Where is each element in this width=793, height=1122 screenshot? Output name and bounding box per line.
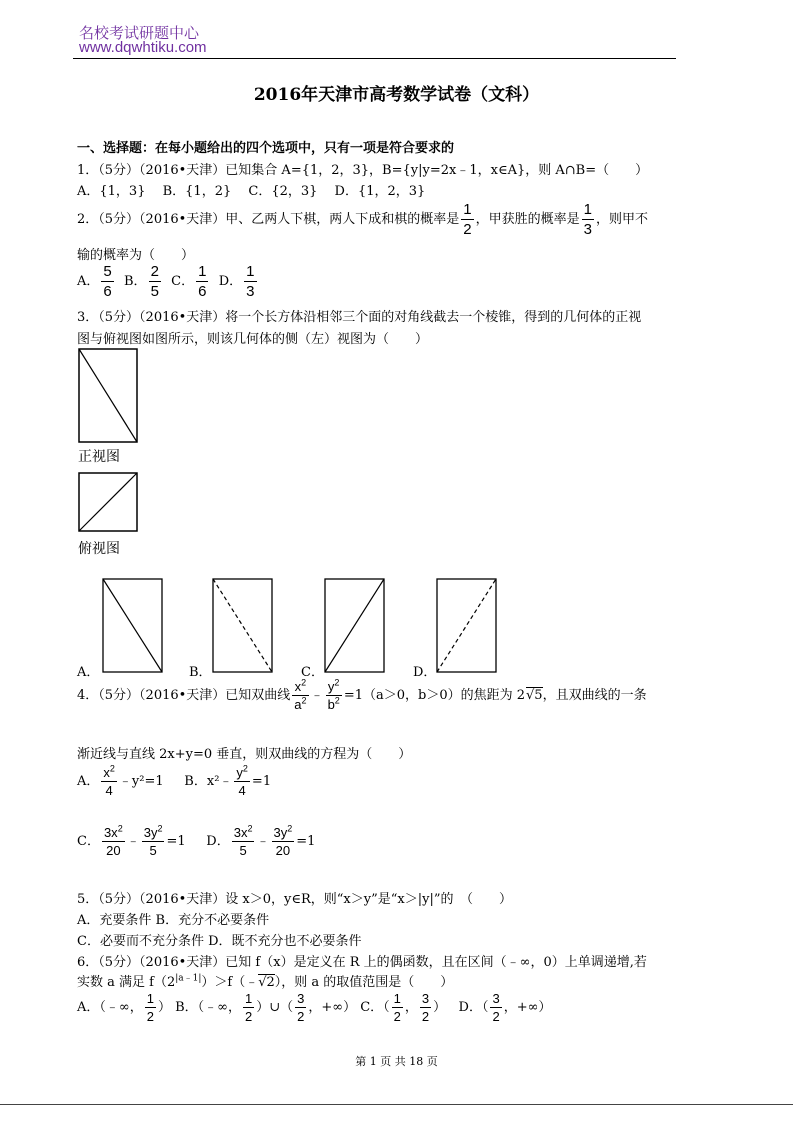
q4-option-c-frac1: $\frac{3x^2}{20}$ — [103, 823, 123, 858]
q3-option-d-figure[interactable] — [436, 578, 498, 674]
front-view-figure — [78, 348, 140, 446]
q2-option-d: $\frac{1}{3}$ — [246, 263, 255, 300]
q5-options-line1: A．充要条件 B．充分不必要条件 — [77, 913, 270, 928]
q6-options: A．（﹣∞， $\frac{1}{2}$ ） B．（﹣∞， $\frac{1}{2}$ ）∪（ $\frac{3}{2}$ ，+∞） C．（ $\frac{1}{2}$ ， $\frac{3}{2}$ ） D．（ $\frac{3}{2}$ ，+∞） — [77, 991, 552, 1024]
q3-option-a-figure[interactable] — [102, 578, 164, 674]
q2-stem-part: ，则甲不 — [596, 212, 649, 227]
q4-y-term: $\frac{y^2}{b^2}$ — [327, 677, 340, 712]
q6-stem-line2: 实数 a 满足 $f(2^{|a﹣1|})>f(﹣√2)$，则 a 的取值范围是（ ） — [77, 973, 454, 990]
q1-stem: 1．（5分）（2016•天津）已知集合 A={1，2，3}，B={y|y=2x﹣1，x∈A}，则 A∩B=（ ） — [77, 163, 649, 178]
q2-option-b: $\frac{2}{5}$ — [150, 263, 159, 300]
q3-option-d-label: D． — [413, 665, 437, 680]
q3-option-b-figure[interactable] — [212, 578, 274, 674]
q1-options: A．{1，3} B．{1，2} C．{2，3} D．{1，2，3} — [77, 184, 426, 199]
q2-stem — [77, 202, 648, 237]
q4-option-d-frac1: $\frac{3x^2}{5}$ — [233, 823, 253, 858]
q4-option-cd: C． $\frac{3x^2}{20}$ ﹣ $\frac{3y^2}{5}$ =1 D． $\frac{3x^2}{5}$ ﹣ $\frac{3y^2}{20}$ =1 — [77, 823, 316, 858]
top-view-figure — [78, 472, 140, 534]
q2-stem-line2: 输的概率为（ ） — [77, 248, 195, 263]
q2-options: A． $\frac{5}{6}$ B． $\frac{2}{5}$ C． $\frac{1}{6}$ D． $\frac{1}{3}$ — [77, 263, 255, 300]
q2-win-fraction: $\frac{1}{3}$ — [583, 201, 592, 238]
q3-option-c-figure[interactable] — [324, 578, 386, 674]
header-rule — [73, 58, 676, 59]
q4-option-d-frac2: $\frac{3y^2}{20}$ — [273, 823, 293, 858]
top-view-caption: 俯视图 — [78, 541, 120, 557]
q2-option-a: $\frac{5}{6}$ — [103, 263, 112, 300]
sqrt-2: √2 — [258, 975, 275, 990]
site-url[interactable]: www.dqwhtiku.com — [79, 39, 207, 56]
site-name: 名校考试研题中心 — [79, 24, 200, 42]
q4-stem: 4．（5分）（2016•天津）已知双曲线 $\frac{x^2}{a^2}$ ﹣ $\frac{y^2}{b^2}$ =1（a＞0，b＞0）的焦距为 2√5，且双曲线的一条 — [77, 677, 647, 712]
q4-stem-part: ，且双曲线的一条 — [542, 688, 647, 703]
q3-option-b-label: B． — [189, 665, 212, 680]
q2-option-c: $\frac{1}{6}$ — [198, 263, 207, 300]
q4-stem-part: =1（a＞0，b＞0）的焦距为 2 — [343, 688, 525, 703]
q4-x-term: $\frac{x^2}{a^2}$ — [294, 677, 307, 712]
q3-stem-line2: 图与俯视图如图所示，则该几何体的侧（左）视图为（ ） — [77, 332, 429, 347]
q3-stem-line1: 3．（5分）（2016•天津）将一个长方体沿相邻三个面的对角线截去一个棱锥，得到的几何体的正视 — [77, 310, 642, 325]
section-heading: 一、选择题：在每小题给出的四个选项中，只有一项是符合要求的 — [77, 141, 455, 156]
q3-option-c-label: C． — [301, 665, 324, 680]
q2-stem-part: ，甲获胜的概率是 — [475, 212, 580, 227]
q2-draw-fraction: $\frac{1}{2}$ — [463, 201, 472, 238]
q6-stem-line1: 6．（5分）（2016•天津）已知 f（x）是定义在 R 上的偶函数，且在区间（﹣∞，0）上单调递增,若 — [77, 955, 647, 970]
q4-option-a-frac: $\frac{x^2}{4}$ — [103, 763, 115, 798]
q4-option-ab: A． $\frac{x^2}{4}$ ﹣y²=1 B．x²﹣ $\frac{y^2}{4}$ =1 — [77, 763, 272, 798]
q2-stem-part: 2．（5分）（2016•天津）甲、乙两人下棋，两人下成和棋的概率是 — [77, 212, 460, 227]
q5-options-line2: C．必要而不充分条件 D．既不充分也不必要条件 — [77, 934, 362, 949]
q4-option-c-frac2: $\frac{3y^2}{5}$ — [143, 823, 163, 858]
footer-rule — [0, 1104, 793, 1105]
front-view-caption: 正视图 — [78, 449, 120, 465]
q4-stem-line2: 渐近线与直线 2x+y=0 垂直，则双曲线的方程为（ ） — [77, 747, 412, 762]
q4-stem-part: 4．（5分）（2016•天津）已知双曲线 — [77, 688, 291, 703]
q5-stem: 5．（5分）（2016•天津）设 x＞0，y∈R，则“x＞y”是“x＞|y|”的 （ ） — [77, 892, 512, 907]
page-title: 2016年天津市高考数学试卷（文科） — [253, 85, 540, 105]
q4-option-b-frac: $\frac{y^2}{4}$ — [236, 763, 248, 798]
sqrt-5: √5 — [526, 688, 543, 703]
q3-option-a-label: A． — [77, 665, 100, 680]
page-number: 第 1 页 共 18 页 — [355, 1055, 438, 1068]
